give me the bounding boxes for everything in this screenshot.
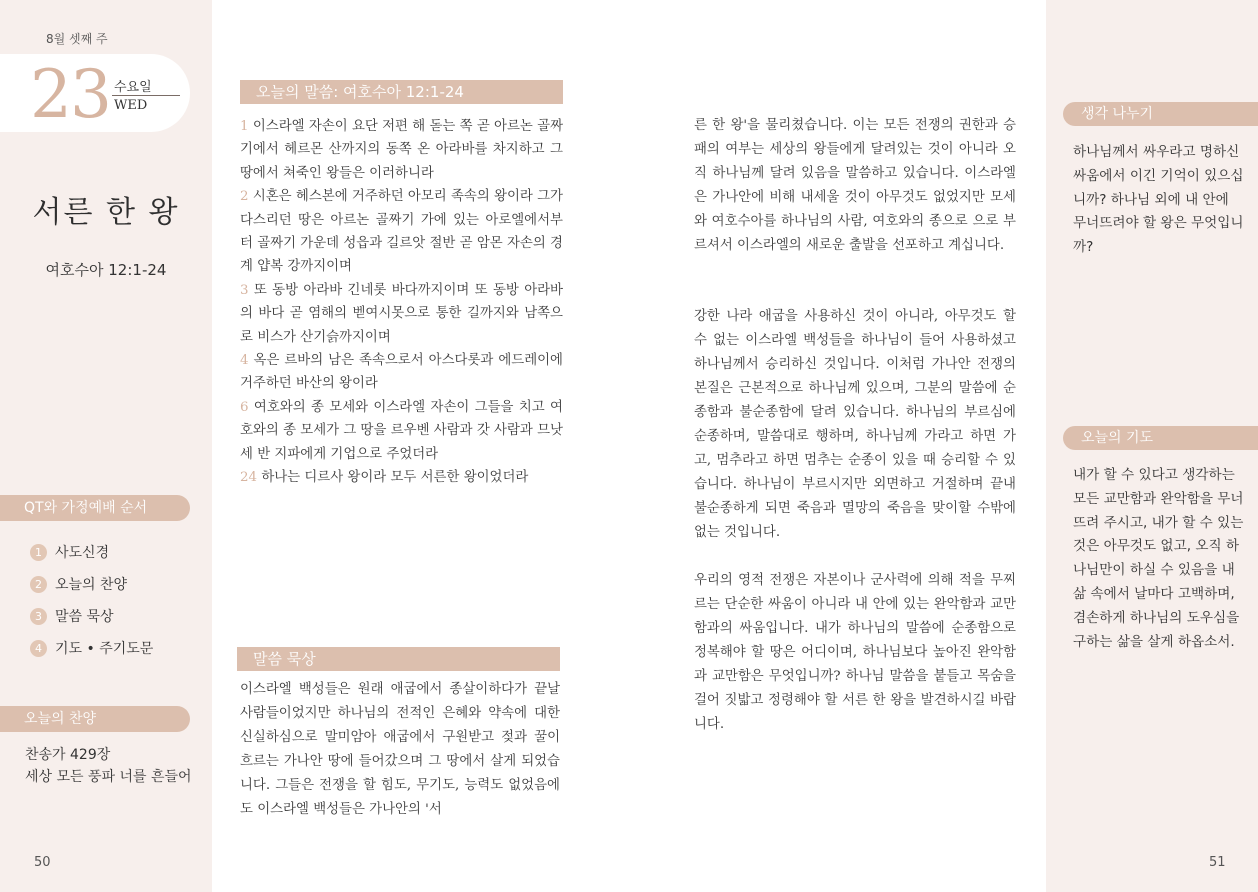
verse-number: 3: [240, 282, 249, 298]
verse-number: 24: [240, 470, 258, 486]
number-badge: 2: [30, 576, 47, 593]
page-number-right: 51: [1209, 855, 1226, 870]
order-header: QT와 가정예배 순서: [0, 495, 190, 521]
weekday-english: WED: [114, 98, 148, 113]
hymn-title: 세상 모든 풍파 너를 흔들어: [25, 769, 192, 785]
verse-number: 4: [240, 353, 249, 369]
order-item: [30, 574, 127, 594]
verse-body: 하나는 디르사 왕이라 모두 서른한 왕이었더라: [261, 470, 529, 486]
verse-body: 또 동방 아라바 긴네롯 바다까지이며 또 동방 아라바의 바다 곧 염해의 벧여시못으로 통한 길까지와 남쪽으로 비스가 산기슭까지이며: [240, 282, 563, 345]
weekday-korean: 수요일: [114, 80, 152, 95]
number-badge: 3: [30, 608, 47, 625]
hymn-number: 찬송가 429장: [25, 747, 111, 763]
page-title: 서른 한 왕: [32, 195, 180, 230]
verse-number: 1: [240, 119, 249, 134]
verse-body: 시혼은 헤스본에 거주하던 아모리 족속의 왕이라 그가 다스리던 땅은 아르논 골짜기 가에 있는 아로엘에서부터 골짜기 가운데 성읍과 길르앗 절반 곧 암몬 자손의 경계 얍복 강까지이며: [240, 189, 563, 275]
order-item: [30, 638, 153, 658]
word-header: 오늘의 말씀: 여호수아 12:1-24: [240, 80, 563, 104]
page-number-left: 50: [34, 855, 51, 870]
number-badge: 4: [30, 640, 47, 657]
verse-text: [240, 115, 563, 490]
order-item: [30, 542, 109, 562]
verse-body: 옥은 르바의 남은 족속으로서 아스다롯과 에드레이에 거주하던 바산의 왕이라: [240, 353, 563, 392]
meditation-paragraph: 강한 나라 애굽을 사용하신 것이 아니라, 아무것도 할 수 없는 이스라엘 백성들을 하나님이 들어 사용하셨고 하나님께서 승리하신 것입니다. 이처럼 가나안 전쟁의 본질은 근본적으로 하나님께 있으며, 그분의 말씀에 순종함과 불순종함에 달려 있습니다. 하나님의 부르심에 순종하며, 말씀대로 행하며, 하나님께 가라고 하면 가고, 멈추라고 하면 멈추는 순종이 있을 때 승리할 수 있습니다. 하나님이 부르시지만 외면하고 거절하며 끝내 불순종하게 되면 죽음과 멸망의 죽음을 맞이할 수밖에 없는 것입니다.: [694, 309, 1016, 540]
number-badge: 1: [30, 544, 47, 561]
prayer-header: 오늘의 기도: [1063, 426, 1258, 450]
meditation-paragraph: 이스라엘 백성들은 원래 애굽에서 종살이하다가 끝날 사람들이었지만 하나님의 전적인 은혜와 약속에 대한 신실하심으로 말미암아 애굽에서 구원받고 젖과 꿀이 흐르는 가나안 땅에 들어갔으며 그 땅에서 살게 되었습니다. 그들은 전쟁을 할 힘도, 무기도, 능력도 없었음에도 이스라엘 백성들은 가나안의 '서: [240, 682, 560, 817]
order-item-label: 기도 • 주기도문: [55, 641, 154, 657]
week-label: 8월 셋째 주: [46, 32, 108, 46]
verse-body: 이스라엘 자손이 요단 저편 해 돋는 쪽 곧 아르논 골짜기에서 헤르몬 산까지의 동쪽 온 아라바를 차지하고 그 땅에서 쳐죽인 왕들은 이러하니라: [240, 119, 564, 181]
order-item: [30, 606, 114, 626]
think-text: 하나님께서 싸우라고 명하신 싸움에서 이긴 기억이 있으십니까? 하나님 외에 내 안에 무너뜨려야 할 왕은 무엇입니까?: [1073, 144, 1244, 256]
verse-number: 6: [240, 399, 249, 415]
weekday-divider: [112, 95, 180, 96]
order-item-label: 사도신경: [55, 545, 110, 561]
meditation-paragraph: 른 한 왕'을 물리쳤습니다. 이는 모든 전쟁의 권한과 승패의 여부는 세상의 왕들에게 달려있는 것이 아니라 오직 하나님께 달려 있음을 말씀하고 있습니다. 이스라엘은 가나안에 비해 내세울 것이 아무것도 없었지만 모세와 여호수아를 하나님의 사람, 여호와의 종으로 으로 부르셔서 이스라엘의 새로운 출발을 선포하고 계십니다.: [694, 118, 1016, 253]
hymn-header: 오늘의 찬양: [0, 706, 190, 732]
day-number: 23: [30, 56, 110, 133]
scripture-reference: 여호수아 12:1-24: [45, 261, 167, 279]
meditation-header: 말씀 묵상: [237, 647, 560, 671]
order-item-label: 말씀 묵상: [55, 609, 114, 625]
verse-number: 2: [240, 189, 249, 205]
meditation-paragraph: 우리의 영적 전쟁은 자본이나 군사력에 의해 적을 무찌르는 단순한 싸움이 아니라 내 안에 있는 완악함과 교만함과의 싸움입니다. 내가 하나님의 말씀에 순종함으로 정복해야 할 땅은 어디이며, 하나님보다 높아진 완악함과 교만함은 무엇입니까? 하나님 말씀을 붙들고 목숨을 걸어 짓밟고 정령해야 할 서른 한 왕을 발견하시길 바랍니다.: [694, 573, 1016, 732]
think-header: 생각 나누기: [1063, 102, 1258, 126]
verse-body: 여호와의 종 모세와 이스라엘 자손이 그들을 치고 여호와의 종 모세가 그 땅을 르우벤 사람과 갓 사람과 므낫세 반 지파에게 기업으로 주었더라: [240, 399, 563, 462]
order-item-label: 오늘의 찬양: [55, 577, 128, 593]
prayer-text: 내가 할 수 있다고 생각하는 모든 교만함과 완악함을 무너뜨려 주시고, 내가 할 수 있는 것은 아무것도 없고, 오직 하나님만이 하실 수 있음을 내 삶 속에서 날마다 고백하며, 겸손하게 하나님의 도우심을 구하는 삶을 살게 하옵소서.: [1073, 467, 1244, 650]
